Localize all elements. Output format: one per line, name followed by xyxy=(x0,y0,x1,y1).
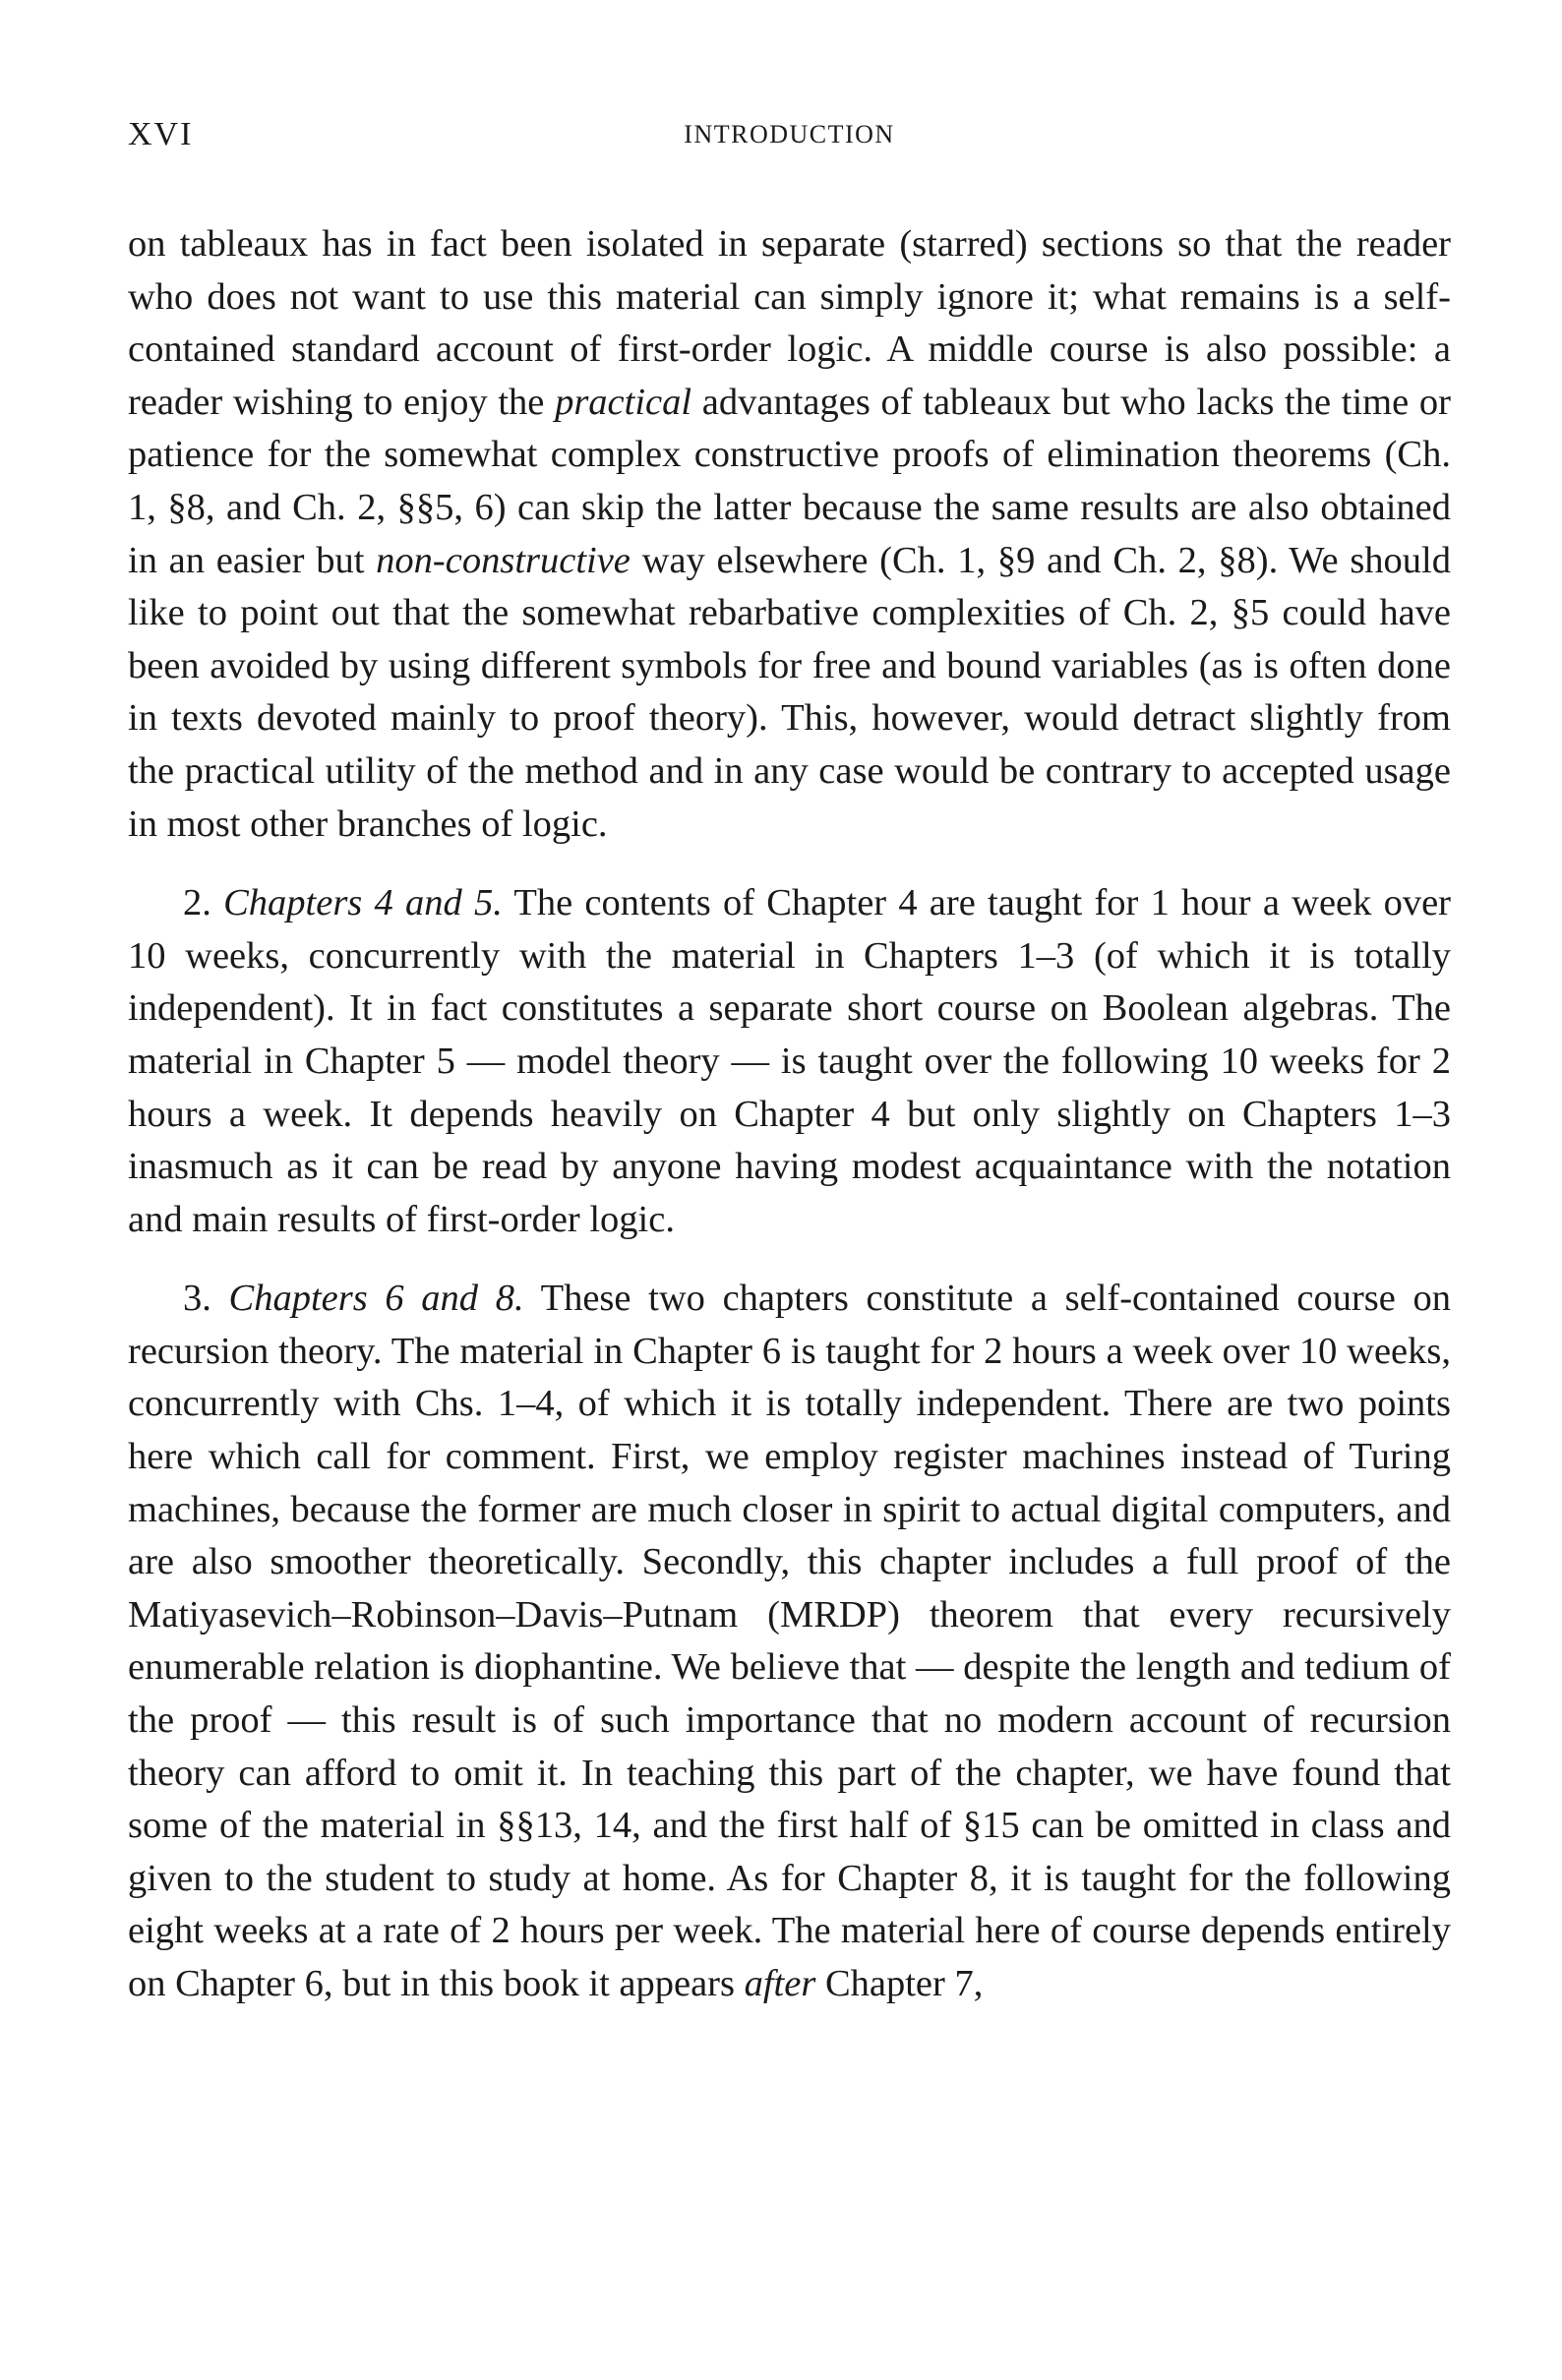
text-segment-italic: non-constructive xyxy=(376,539,631,581)
paragraph-tableaux xyxy=(128,218,1451,851)
paragraph-chapters-6-8 xyxy=(128,1273,1451,2010)
text-segment: These two chapters constitute a self-contained course on recursion theory. The material in Chapter 6 is taught for 2 hours a week over 10 weeks, concurrently with Chs. 1–4, of which it is totally independent. There are two points here which call for comment. First, we employ register machines instead of Turing machines, because the former are much closer in spirit to actual digital computers, and are also smoother theoretically. Secondly, this chapter includes a full proof of the Matiyasevich–Robinson–Davis–Putnam (MRDP) theorem that every recursively enumerable relation is diophantine. We believe that — despite the length and tedium of the proof — this result is of such importance that no modern account of recursion theory can afford to omit it. In teaching this part of the chapter, we have found that some of the material in §§13, 14, and the first half of §15 can be omitted in class and given to the student to study at home. As for Chapter 8, it is taught for the following eight weeks at a rate of 2 hours per week. The material here of course depends entirely on Chapter 6, but in this book it appears xyxy=(128,1278,1452,2004)
page-number: XVI xyxy=(128,116,194,152)
text-segment: advantages of tableaux but who lacks the time or patience for the somewhat complex constructive proofs of elimination theorems (Ch. 1, §8, and Ch. 2, §§5, 6) can skip the latter because the same results are also obtained in an easier but xyxy=(128,381,1451,581)
body-text xyxy=(128,218,1451,2011)
text-segment-italic: after xyxy=(744,1963,816,2004)
text-segment-italic: practical xyxy=(555,381,692,423)
text-segment: Chapter 7, xyxy=(815,1963,984,2004)
text-segment: The contents of Chapter 4 are taught for 1 hour a week over 10 weeks, concurrently with the material in Chapters 1–3 (of which it is totally independent). It in fact constitutes a separate short course on Boolean algebras. The material in Chapter 5 — model theory — is taught over the following 10 weeks for 2 hours a week. It depends heavily on Chapter 4 but only slightly on Chapters 1–3 inasmuch as it can be read by anyone having modest acquaintance with the notation and main results of first-order logic. xyxy=(128,882,1452,1240)
text-segment-italic: Chapters 6 and 8. xyxy=(228,1278,524,1320)
text-segment: 2. xyxy=(183,882,224,924)
text-segment-italic: Chapters 4 and 5. xyxy=(223,882,503,924)
text-segment: way elsewhere (Ch. 1, §9 and Ch. 2, §8). We should like to point out that the somewhat rebarbative complexities of Ch. 2, §5 could have been avoided by using different symbols for free and bound variables (as is often done in texts devoted mainly to proof theory). This, however, would detract slightly from the practical utility of the method and in any case would be contrary to accepted usage in most other branches of logic. xyxy=(128,539,1452,845)
page-header xyxy=(128,116,1451,155)
running-head: INTRODUCTION xyxy=(684,120,895,149)
paragraph-chapters-4-5 xyxy=(128,877,1451,1246)
text-segment: 3. xyxy=(183,1278,229,1320)
text-segment: on tableaux has in fact been isolated in separate (starred) sections so that the reader who does not want to use this material can simply ignore it; what remains is a self-contained standard account of first-order logic. A middle course is also possible: a reader wishing to enjoy the xyxy=(128,223,1451,423)
